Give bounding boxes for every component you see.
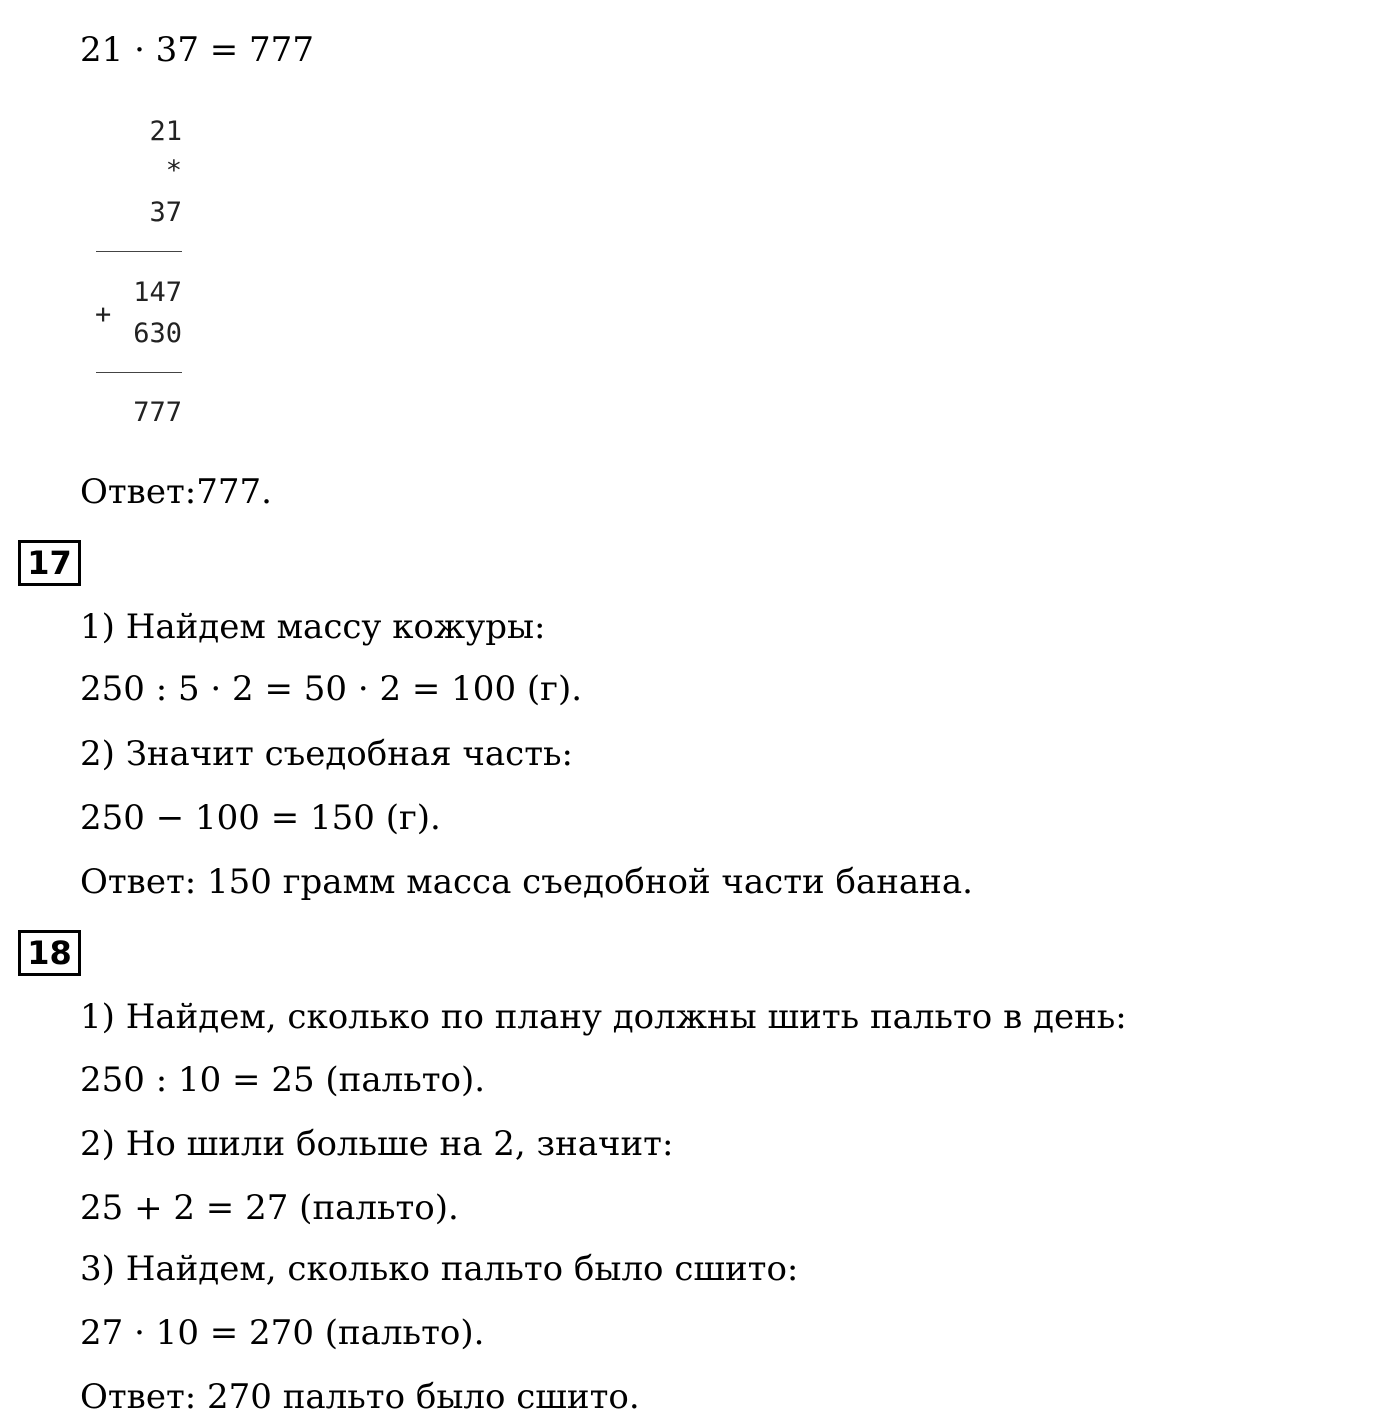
partial-product: 630 [133,318,182,349]
divider-line [96,251,182,252]
task-number-badge: 17 [18,540,81,586]
product-result: 777 [133,397,182,428]
divider-line [96,372,182,373]
answer-line: Ответ:777. [80,472,272,512]
task-number-badge: 18 [18,930,81,976]
equation-line: 25 + 2 = 27 (пальто). [80,1188,459,1228]
equation-line: 250 : 10 = 25 (пальто). [80,1060,486,1100]
solution-step: 3) Найдем, сколько пальто было сшито: [80,1249,799,1289]
solution-step: 2) Но шили больше на 2, значит: [80,1124,674,1164]
answer-line: Ответ: 150 грамм масса съедобной части банана. [80,862,973,902]
solution-step: 1) Найдем, сколько по плану должны шить пальто в день: [80,997,1127,1037]
equation-line: 250 : 5 · 2 = 50 · 2 = 100 (г). [80,669,583,709]
partial-product: 147 [133,277,182,308]
solution-step: 2) Значит съедобная часть: [80,734,573,774]
answer-line: Ответ: 270 пальто было сшито. [80,1377,640,1417]
plus-sign: + [95,299,112,330]
equation-line: 250 − 100 = 150 (г). [80,798,441,838]
equation-line: 21 · 37 = 777 [80,30,314,70]
solution-step: 1) Найдем массу кожуры: [80,607,546,647]
equation-line: 27 · 10 = 270 (пальто). [80,1313,485,1353]
multiply-operator: * [165,155,182,186]
multiplier: 37 [149,197,182,228]
multiplicand: 21 [149,116,182,147]
